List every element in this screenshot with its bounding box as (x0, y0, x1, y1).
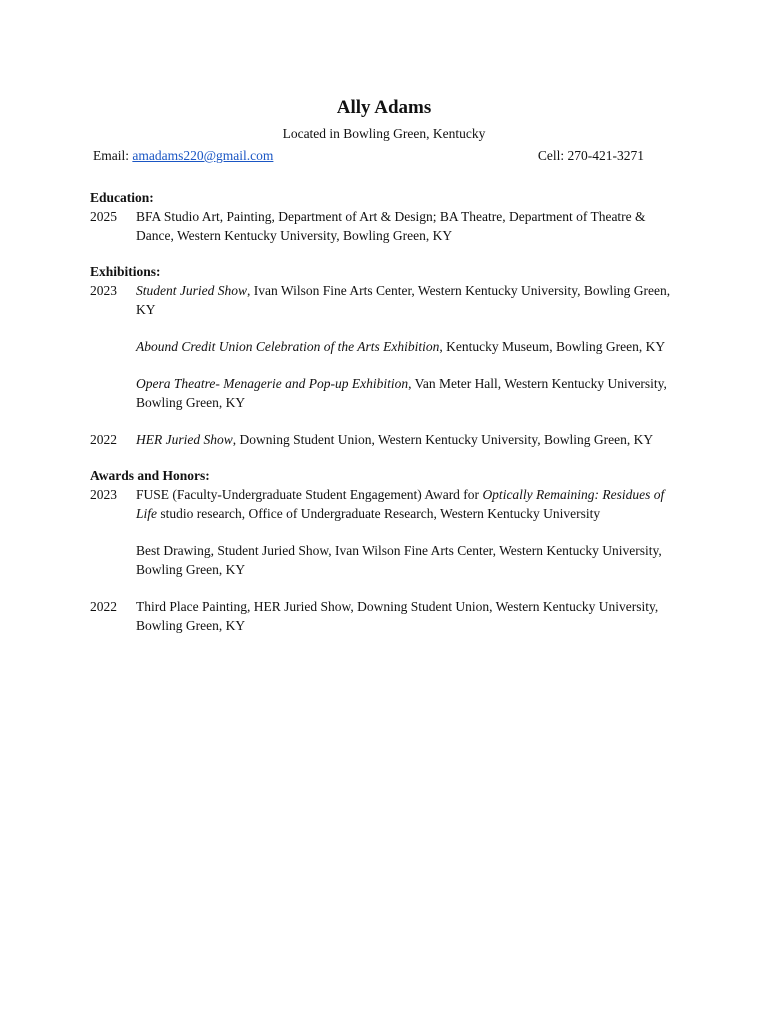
email-label: Email: (93, 148, 133, 163)
education-entry (90, 207, 690, 245)
award-text-before: FUSE (Faculty-Undergraduate Student Engagement) Award for (136, 487, 483, 502)
award-entry (90, 541, 690, 579)
email-line (93, 146, 273, 165)
section-title-education: Education: (90, 190, 154, 205)
entry-year (90, 337, 136, 356)
award-entry (90, 485, 690, 523)
cell-phone: Cell: 270-421-3271 (537, 148, 644, 163)
entry-year: 2023 (90, 487, 117, 502)
exhibition-title: Opera Theatre- Menagerie and Pop-up Exhibition (136, 376, 409, 391)
email-link[interactable]: amadams220@gmail.com (132, 148, 274, 163)
exhibition-details: , Ivan Wilson Fine Arts Center, Western Kentucky University, Bowling Green, KY (136, 283, 671, 317)
exhibition-title: HER Juried Show (136, 432, 233, 447)
exhibitions-section (90, 262, 690, 449)
education-section (90, 188, 690, 245)
award-work-title: Optically Remaining: Residues of Life (136, 487, 665, 521)
entry-text: Best Drawing, Student Juried Show, Ivan Wilson Fine Arts Center, Western Kentucky University, Bowling Green, KY (136, 543, 662, 577)
award-entry (90, 597, 690, 635)
exhibition-entry (90, 337, 690, 356)
exhibition-entry (90, 430, 690, 449)
award-text-after: studio research, Office of Undergraduate Research, Western Kentucky University (157, 506, 601, 521)
entry-year: 2022 (90, 432, 117, 447)
awards-section (90, 466, 690, 635)
location-line: Located in Bowling Green, Kentucky (282, 126, 486, 141)
entry-text: BFA Studio Art, Painting, Department of Art & Design; BA Theatre, Department of Theatre & Dance, Western Kentucky University, Bowling Green, KY (136, 209, 646, 243)
page-title: Ally Adams (336, 97, 432, 118)
entry-year (90, 374, 136, 412)
exhibition-details: , Kentucky Museum, Bowling Green, KY (439, 339, 666, 354)
exhibition-entry (90, 281, 690, 319)
exhibition-entry (90, 374, 690, 412)
section-title-exhibitions: Exhibitions: (90, 264, 161, 279)
entry-text: Third Place Painting, HER Juried Show, Downing Student Union, Western Kentucky University, Bowling Green, KY (136, 599, 659, 633)
entry-year: 2023 (90, 283, 117, 298)
exhibition-title: Abound Credit Union Celebration of the Arts Exhibition (136, 339, 440, 354)
entry-year (90, 541, 136, 579)
entry-text (136, 485, 681, 523)
entry-text (136, 430, 676, 449)
entry-year: 2025 (90, 209, 117, 224)
entry-year: 2022 (90, 599, 117, 614)
exhibition-details: , Downing Student Union, Western Kentucky University, Bowling Green, KY (232, 432, 654, 447)
exhibition-details: , Van Meter Hall, Western Kentucky University, Bowling Green, KY (136, 376, 667, 410)
entry-text (136, 281, 676, 319)
entry-text (136, 374, 676, 412)
exhibition-title: Student Juried Show (136, 283, 247, 298)
section-title-awards: Awards and Honors: (90, 468, 210, 483)
entry-text (136, 337, 676, 356)
